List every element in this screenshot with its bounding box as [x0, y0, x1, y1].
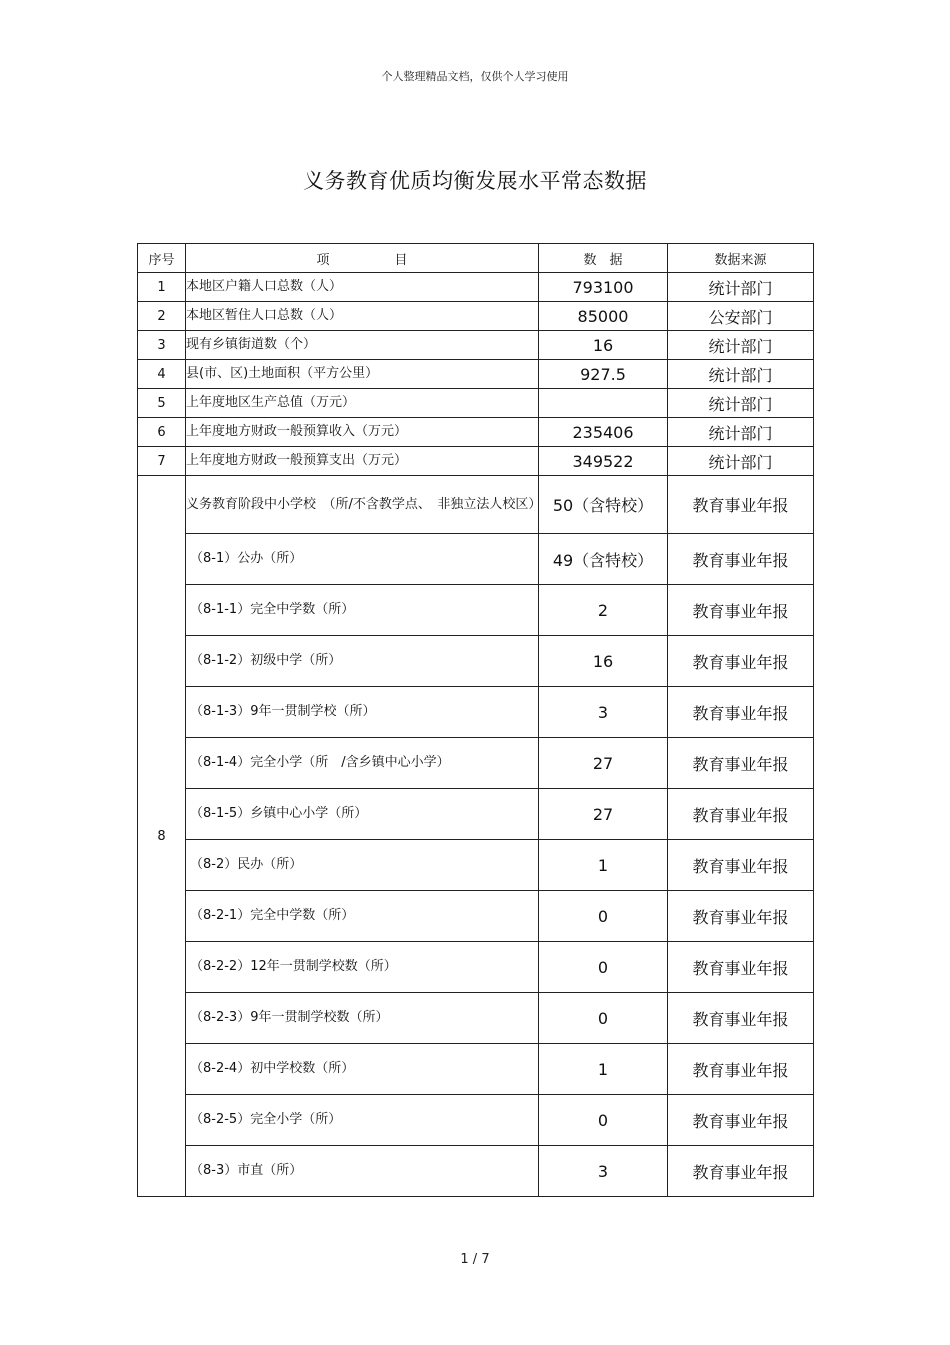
table-row [138, 738, 814, 789]
row-value: 3 [539, 1146, 668, 1197]
row-item: 本地区户籍人口总数（人） [186, 273, 539, 302]
row-item: （8-1-3）9年一贯制学校（所） [186, 687, 539, 738]
page-title: 义务教育优质均衡发展水平常态数据 [303, 169, 647, 193]
row-value: 27 [539, 738, 668, 789]
table-header-row [138, 244, 814, 273]
table-row [138, 447, 814, 476]
row-value: 349522 [539, 447, 668, 476]
row-item: （8-2-1）完全中学数（所） [186, 891, 539, 942]
row-source: 教育事业年报 [668, 1146, 814, 1197]
table-row [138, 1095, 814, 1146]
row-source: 教育事业年报 [668, 534, 814, 585]
table-row [138, 360, 814, 389]
header-item: 项 目 [186, 244, 539, 273]
row-value [539, 389, 668, 418]
table-row [138, 585, 814, 636]
data-table [137, 243, 814, 1197]
row-source: 统计部门 [668, 418, 814, 447]
row-item: 现有乡镇街道数（个） [186, 331, 539, 360]
row-item: 上年度地方财政一般预算收入（万元） [186, 418, 539, 447]
row-item: （8-2-5）完全小学（所） [186, 1095, 539, 1146]
row-source: 教育事业年报 [668, 993, 814, 1044]
row-source: 教育事业年报 [668, 476, 814, 534]
row-source: 教育事业年报 [668, 789, 814, 840]
page-number: 1 / 7 [460, 1252, 490, 1267]
table-row [138, 389, 814, 418]
row-number: 7 [138, 447, 186, 476]
row-value: 16 [539, 636, 668, 687]
row-source: 教育事业年报 [668, 840, 814, 891]
row-source: 教育事业年报 [668, 585, 814, 636]
row-source: 统计部门 [668, 389, 814, 418]
row-item: （8-2-2）12年一贯制学校数（所） [186, 942, 539, 993]
row-value: 927.5 [539, 360, 668, 389]
row-value: 85000 [539, 302, 668, 331]
row-item: 上年度地方财政一般预算支出（万元） [186, 447, 539, 476]
table-row [138, 1146, 814, 1197]
row-number: 6 [138, 418, 186, 447]
row-item: （8-1-2）初级中学（所） [186, 636, 539, 687]
row-value: 0 [539, 891, 668, 942]
header-note: 个人整理精品文档，仅供个人学习使用 [381, 70, 569, 83]
row-value: 235406 [539, 418, 668, 447]
table-row [138, 942, 814, 993]
row-item: 县(市、区)土地面积（平方公里） [186, 360, 539, 389]
row-value: 2 [539, 585, 668, 636]
table-row [138, 476, 814, 534]
table-row [138, 840, 814, 891]
row-value: 50（含特校） [539, 476, 668, 534]
table-row [138, 789, 814, 840]
row-number: 3 [138, 331, 186, 360]
row-value: 16 [539, 331, 668, 360]
row-item: （8-2）民办（所） [186, 840, 539, 891]
row-number: 5 [138, 389, 186, 418]
table-row [138, 331, 814, 360]
table-row [138, 687, 814, 738]
table-row [138, 636, 814, 687]
row-item: （8-1-4）完全小学（所 /含乡镇中心小学） [186, 738, 539, 789]
table-row [138, 302, 814, 331]
header-source: 数据来源 [668, 244, 814, 273]
row-value: 27 [539, 789, 668, 840]
header-no: 序号 [138, 244, 186, 273]
row-source: 教育事业年报 [668, 738, 814, 789]
row-source: 教育事业年报 [668, 687, 814, 738]
row-number: 1 [138, 273, 186, 302]
row-item: 义务教育阶段中小学校 （所/不含教学点、 非独立法人校区） [186, 476, 539, 534]
row-item: （8-1）公办（所） [186, 534, 539, 585]
row-number: 2 [138, 302, 186, 331]
row-source: 统计部门 [668, 360, 814, 389]
row-source: 公安部门 [668, 302, 814, 331]
header-value: 数 据 [539, 244, 668, 273]
row-value: 1 [539, 1044, 668, 1095]
row-value: 793100 [539, 273, 668, 302]
row-source: 统计部门 [668, 273, 814, 302]
row-source: 教育事业年报 [668, 891, 814, 942]
table-row [138, 891, 814, 942]
table-row [138, 1044, 814, 1095]
row-value: 0 [539, 1095, 668, 1146]
row-number: 8 [138, 476, 186, 1197]
table-row [138, 418, 814, 447]
row-source: 教育事业年报 [668, 942, 814, 993]
row-value: 1 [539, 840, 668, 891]
row-source: 教育事业年报 [668, 1044, 814, 1095]
table-row [138, 534, 814, 585]
row-item: （8-1-1）完全中学数（所） [186, 585, 539, 636]
row-source: 教育事业年报 [668, 636, 814, 687]
table-row [138, 273, 814, 302]
row-item: 上年度地区生产总值（万元） [186, 389, 539, 418]
row-value: 49（含特校） [539, 534, 668, 585]
table-row [138, 993, 814, 1044]
row-number: 4 [138, 360, 186, 389]
row-value: 0 [539, 942, 668, 993]
row-source: 统计部门 [668, 331, 814, 360]
row-item: （8-2-4）初中学校数（所） [186, 1044, 539, 1095]
row-item: （8-2-3）9年一贯制学校数（所） [186, 993, 539, 1044]
row-item: 本地区暂住人口总数（人） [186, 302, 539, 331]
row-source: 教育事业年报 [668, 1095, 814, 1146]
row-value: 3 [539, 687, 668, 738]
row-item: （8-1-5）乡镇中心小学（所） [186, 789, 539, 840]
row-item: （8-3）市直（所） [186, 1146, 539, 1197]
row-value: 0 [539, 993, 668, 1044]
row-source: 统计部门 [668, 447, 814, 476]
